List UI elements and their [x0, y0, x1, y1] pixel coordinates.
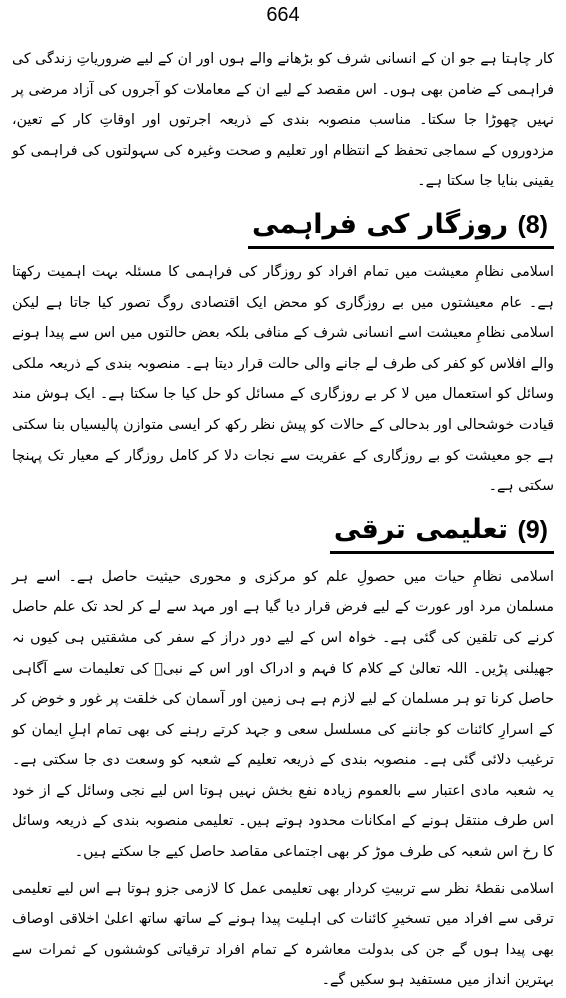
section-heading-8	[12, 205, 554, 249]
section-paragraph-education: اسلامی نظامِ حیات میں حصولِ علم کو مرکزی و محوری حیثیت حاصل ہے۔ اسے ہر مسلمان مرد اور عورت کے لیے فرض قرار دیا گیا ہے اور مہد سے لے کر لحد تک علم حاصل کرنے کی تلقین کی گئی ہے۔ خواہ اس کے لیے دور دراز کے سفر کی مشقتیں ہی کیوں نہ جھیلنی پڑیں۔ اللہ تعالیٰ کے کلام کا فہم و ادراک اور اس کے نبیؐ کی تعلیمات سے آگاہی حاصل کرنا تو ہر مسلمان کے لیے لازم ہے ہی زمین اور آسمان کی خلقت پر غور و خوض کر کے اسرارِ کائنات کو جاننے کی مسلسل سعی و جہد کرتے رہنے کی بھی تمام اہلِ ایمان کو ترغیب دلائی گئی ہے۔ منصوبہ بندی کے ذریعہ تعلیم کے شعبہ کو وسعت دی جا سکتی ہے۔ یہ شعبہ مادی اعتبار سے بالعموم زیادہ نفع بخش نہیں ہوتا اس لیے نجی وسائل کے از خود اس طرف منتقل ہونے کے امکانات محدود ہوتے ہیں۔ تعلیمی منصوبہ بندی کے ذریعہ وسائل کا رخ اس شعبہ کی طرف موڑ کر بھی اجتماعی مقاصد حاصل کیے جا سکتے ہیں۔	[12, 568, 554, 861]
section-number: (8)	[517, 210, 548, 239]
section-title: روزگار کی فراہمی	[251, 208, 509, 240]
closing-paragraph: اسلامی نقطۂ نظر سے تربیتِ کردار بھی تعلیمی عمل کا لازمی جزو ہوتا ہے اس لیے تعلیمی ترقی سے افراد میں تسخیرِ کائنات کی اہلیت پیدا ہونے کے ساتھ ساتھ اعلیٰ اخلاقی اوصاف بھی پیدا ہوں گے جن کی بدولت معاشرہ کے تمام افراد ترقیاتی کوششوں کے ثمرات سے بہترین انداز میں مستفید ہو سکیں گے۔	[12, 880, 554, 989]
page-body	[12, 44, 554, 996]
section-heading-box	[330, 510, 554, 554]
section-number: (9)	[517, 515, 548, 544]
section-heading-box	[248, 205, 554, 249]
section-title: تعلیمی ترقی	[333, 513, 509, 545]
intro-paragraph: کار چاہتا ہے جو ان کے انسانی شرف کو بڑھانے والے ہوں اور ان کے لیے ضروریاتِ زندگی کی فراہمی کے ضامن بھی ہوں۔ اس مقصد کے لیے ان کے معاملات کو آجروں کی آزاد مرضی پر نہیں چھوڑا جا سکتا۔ مناسب منصوبہ بندی کے ذریعہ اجرتوں اور اوقاتِ کار کے تعین، مزدوروں کے سماجی تحفظ کے انتظام اور تعلیم و صحت وغیرہ کی سہولتوں کی فراہمی کو یقینی بنایا جا سکتا ہے۔	[12, 51, 554, 190]
page-number: 664	[266, 4, 300, 26]
section-heading-9	[12, 510, 554, 554]
section-paragraph-employment: اسلامی نظامِ معیشت میں تمام افراد کو روزگار کی فراہمی کا مسئلہ بہت اہمیت رکھتا ہے۔ عام معیشتوں میں بے روزگاری کو محض ایک اقتصادی روگ تصور کیا جاتا ہے لیکن اسلامی نظامِ معیشت اسے انسانی شرف کے منافی بلکہ بعض حالتوں میں اس سے پیدا ہونے والے افلاس کو کفر کی طرف لے جانے والی حالت قرار دیتا ہے۔ منصوبہ بندی کے ذریعہ ملکی وسائل کو استعمال میں لا کر بے روزگاری کے مسائل کو حل کیا جا سکتا ہے۔ ایک ہوش مند قیادت خوشحالی اور بدحالی کے حالات کو پیش نظر رکھ کر ایسی متوازن پالیسیاں بنا سکتی ہے جو معیشت کو بے روزگاری کے عفریت سے نجات دلا کر کامل روزگار کے معیار تک پہنچا سکتی ہے۔	[12, 263, 554, 495]
